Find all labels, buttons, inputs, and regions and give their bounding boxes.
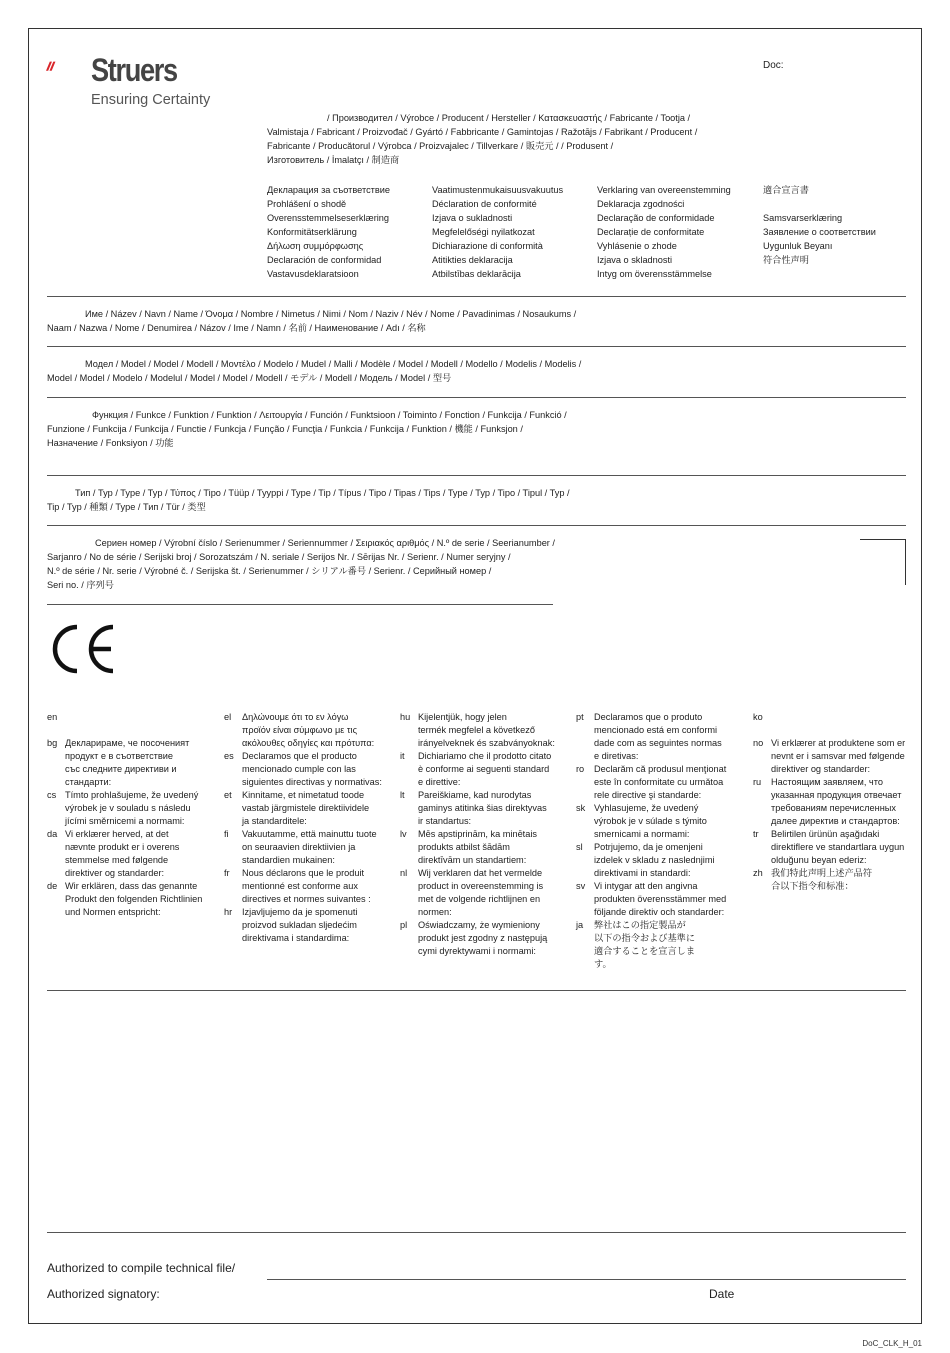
declaration-title (763, 267, 876, 281)
language-text: Belirtilen ürünün aşağıdaki direktiflere ve standartlara uygun olduğunu beyan ederiz: (771, 829, 905, 865)
language-item (224, 906, 394, 945)
divider (47, 296, 906, 297)
serial-label-line: N.º de série / Nr. serie / Výrobné č. / Serijska št. / Serienummer / シリアル番号 / Serienr. / Серийный номер / (47, 566, 492, 576)
declaration-title: Intyg om överensstämmelse (597, 269, 712, 279)
declaration-column (267, 183, 390, 281)
language-text: Potrjujemo, da je omenjeni izdelek v skladu z naslednjimi direktivami in standardi: (594, 842, 715, 878)
language-code: hu (400, 712, 411, 722)
language-text: Vi intygar att den angivna produkten överensstämmer med följande direktiv och standarder: (594, 881, 727, 917)
language-code: tr (753, 829, 759, 839)
language-item (47, 789, 217, 828)
divider (47, 604, 553, 605)
serial-label-line: Sarjanro / No de série / Serijski broj / Sorozatszám / N. seriale / Serijos Nr. / Sērijas Nr. / Serienr. / Numer seryjny / (47, 552, 511, 562)
name-label-line: Име / Název / Navn / Name / Όνομα / Nombre / Nimetus / Nimi / Nom / Naziv / Név / Nome / Pavadinimas / Nosaukums / (85, 309, 577, 319)
language-text: Vi erklærer herved, at det nævnte produkt er i overens stemmelse med følgende direktiver og standarder: (65, 829, 180, 878)
language-item (224, 828, 394, 867)
declaration-title: Declaración de conformidad (267, 255, 382, 265)
language-code: fi (224, 829, 229, 839)
language-code: hr (224, 907, 233, 917)
manufacturer-line: Изготовитель / İmalatçı / 制造商 (267, 155, 400, 165)
language-code: bg (47, 738, 58, 748)
language-text: Tímto prohlašujeme, že uvedený výrobek je v souladu s následu jícími směrnicemi a normami: (65, 790, 199, 826)
language-item (753, 828, 913, 867)
declaration-title: Déclaration de conformité (432, 199, 537, 209)
language-code: fr (224, 868, 230, 878)
authorized-compile-label: Authorized to compile technical file/ (47, 1261, 236, 1275)
manufacturer-line: Valmistaja / Fabricant / Proizvođač / Gyártó / Fabbricante / Gamintojas / Ražotājs / Fabrikant / Producent / (267, 127, 698, 137)
language-code: cs (47, 790, 57, 800)
language-code: pt (576, 712, 584, 722)
language-text: Mēs apstiprinām, ka minētais produkts atbilst šādām direktīvām un standartiem: (418, 829, 537, 865)
manufacturer-line: / Производител / Výrobce / Producent / Hersteller / Κατασκευαστής / Fabricante / Tootja / (327, 113, 691, 123)
language-text: Декларираме, че посоченият продукт е в съответствие със следните директиви и стандарти: (65, 738, 190, 787)
document-code: DoC_CLK_H_01 (862, 1339, 922, 1348)
language-item (47, 880, 217, 919)
declaration-title: Vastavusdeklaratsioon (267, 269, 359, 279)
language-item (576, 763, 748, 802)
language-item (753, 867, 913, 893)
language-column (47, 711, 217, 919)
declaration-column (432, 183, 563, 281)
declaration-title: Verklaring van overeenstemming (597, 185, 731, 195)
declaration-column (763, 183, 876, 281)
manufacturer-line: Fabricante / Producătorul / Výrobca / Proizvajalec / Tillverkare / 販売元 / / Produsent / (267, 141, 614, 151)
language-text: Wij verklaren dat het vermelde product in overeenstemming is met de volgende richtlijnen en normen: (418, 868, 544, 917)
function-field (47, 408, 567, 450)
language-text: Vi erklærer at produktene som er nevnt er i samsvar med følgende direktiver og standarder: (771, 738, 906, 774)
language-code: en (47, 712, 58, 722)
language-item (753, 776, 913, 828)
language-item (224, 789, 394, 828)
declaration-title: Konformitätserklärung (267, 227, 357, 237)
language-code: no (753, 738, 764, 748)
language-column (576, 711, 748, 971)
date-label: Date (709, 1287, 735, 1301)
type-field (47, 486, 570, 514)
brand-tagline: Ensuring Certainty (91, 92, 211, 108)
declaration-title: Declarație de conformitate (597, 227, 705, 237)
declaration-title: Заявление о соответствии (763, 227, 876, 237)
language-text: Δηλώνουμε ότι το εν λόγω προϊόν είναι σύμφωνο με τις ακόλουθες οδηγίες και πρότυπα: (242, 712, 375, 748)
language-code: lv (400, 829, 407, 839)
language-code: el (224, 712, 232, 722)
language-item (400, 828, 572, 867)
language-item (47, 828, 217, 880)
language-code: ro (576, 764, 585, 774)
divider (47, 1232, 906, 1233)
language-code: ja (576, 920, 584, 930)
language-code: lt (400, 790, 405, 800)
declaration-title: Declaração de conformidade (597, 213, 715, 223)
language-code: zh (753, 868, 763, 878)
language-text: Declaramos que el producto mencionado cumple con las siguientes directivas y normativas: (242, 751, 382, 787)
divider (47, 397, 906, 398)
language-text: Pareiškiame, kad nurodytas gaminys atitinka šias direktyvas ir standartus: (418, 790, 547, 826)
language-text: Izjavljujemo da je spomenuti proizvod sukladan sljedećim direktivama i standardima: (242, 907, 358, 943)
language-item (576, 841, 748, 880)
declaration-title (763, 197, 876, 211)
signature-line (267, 1279, 906, 1280)
language-column (224, 711, 394, 945)
language-item (576, 919, 748, 971)
language-item (576, 880, 748, 919)
language-text: Nous déclarons que le produit mentionné est conforme aux directives et normes suivantes : (242, 868, 371, 904)
language-code: sk (576, 803, 586, 813)
declaration-title: Izjava o sukladnosti (432, 213, 513, 223)
brand-name: Struers (91, 52, 177, 88)
declaration-title: Megfelelőségi nyilatkozat (432, 227, 535, 237)
function-label-line: Функция / Funkce / Funktion / Funktion / Λειτουργία / Función / Funktsioon / Toiminto / Fonction / Funkcija / Funkció / (92, 410, 567, 420)
language-item (224, 750, 394, 789)
language-code: et (224, 790, 232, 800)
declaration-title: Izjava o skladnosti (597, 255, 673, 265)
divider (47, 475, 906, 476)
language-text: Oświadczamy, że wymieniony produkt jest zgodny z następują cymi dyrektywami i normami: (418, 920, 548, 956)
language-text: 我们特此声明上述产品符 合以下指令和标准： (771, 868, 873, 891)
language-code: sl (576, 842, 583, 852)
declaration-column (597, 183, 731, 281)
language-item (400, 750, 572, 789)
language-item (400, 711, 572, 750)
struers-slash-logo-icon (46, 50, 92, 90)
language-code: da (47, 829, 58, 839)
language-code: sv (576, 881, 586, 891)
language-item (47, 711, 217, 737)
function-label-line: Funzione / Funkcija / Funkcija / Functie / Funkcja / Função / Funcţia / Funkcia / Funkcija / Funktion / 機能 / Funksjon / (47, 424, 523, 434)
serial-label-line: Seri no. / 序列号 (47, 580, 114, 590)
corner-mark (860, 539, 906, 585)
declaration-title: Vaatimustenmukaisuusvakuutus (432, 185, 564, 195)
ce-mark-icon (47, 623, 117, 675)
language-item (224, 711, 394, 750)
language-code: it (400, 751, 405, 761)
language-item (753, 737, 913, 776)
divider (47, 525, 906, 526)
declaration-title: 符合性声明 (763, 255, 809, 265)
language-item (576, 802, 748, 841)
declaration-title: Samsvarserklæring (763, 213, 843, 223)
language-item (400, 919, 572, 958)
name-field (47, 307, 576, 335)
doc-label: Doc: (763, 60, 784, 71)
language-text: Dichiariamo che il prodotto citato è conforme ai seguenti standard e direttive: (418, 751, 552, 787)
model-field (47, 357, 581, 385)
declaration-title: Uygunluk Beyanı (763, 241, 833, 251)
language-code: ko (753, 712, 763, 722)
declaration-title: Prohlášení o shodě (267, 199, 347, 209)
serial-field (47, 536, 555, 592)
authorized-signatory-label: Authorized signatory: (47, 1287, 160, 1301)
model-label-line: Модел / Model / Model / Modell / Μοντέλο / Modelo / Mudel / Malli / Modèle / Model / Modell / Modello / Modelis / Modelis / (85, 359, 582, 369)
language-text: Vyhlasujeme, že uvedený výrobok je v súlade s týmito smernicami a normami: (594, 803, 707, 839)
language-text: Declaramos que o produto mencionado está em conformi dade com as seguintes normas e diretivas: (594, 712, 722, 761)
language-item (47, 737, 217, 789)
language-code: nl (400, 868, 408, 878)
declaration-title: 適合宣言書 (763, 185, 809, 195)
language-text: Declarăm că produsul menţionat este în conformitate cu urmǎtoa rele directive şi standarde: (594, 764, 727, 800)
language-text: 弊社はこの指定製品が 以下の指令および基準に 適合することを宣言しま す。 (594, 920, 696, 969)
language-code: ru (753, 777, 762, 787)
manufacturer-block (267, 111, 697, 167)
name-label-line: Naam / Nazwa / Nome / Denumirea / Názov / Ime / Namn / 名前 / Наименование / Adı / 名称 (47, 323, 426, 333)
declaration-title: Atbilstības deklarācija (432, 269, 521, 279)
language-code: pl (400, 920, 408, 930)
divider (47, 346, 906, 347)
language-text: Vakuutamme, että mainuttu tuote on seuraavien direktiivien ja standardien mukainen: (242, 829, 377, 865)
declaration-title: Δήλωση συμμόρφωσης (267, 241, 364, 251)
type-label-line: Тип / Typ / Type / Typ / Τύπος / Tipo / Tüüp / Tyyppi / Type / Tip / Típus / Tipo / Tipas / Tips / Type / Typ / Tipo / Tipul / Typ / (75, 488, 570, 498)
declaration-title: Atitikties deklaracija (432, 255, 513, 265)
language-code: de (47, 881, 58, 891)
divider (47, 990, 906, 991)
language-item (753, 711, 913, 737)
declaration-title: Deklaracja zgodności (597, 199, 685, 209)
model-label-line: Model / Model / Modelo / Modelul / Model / Model / Modell / モデル / Modell / Модель / Model / 型号 (47, 373, 452, 383)
declaration-title: Overensstemmelseserklæring (267, 213, 390, 223)
language-item (400, 867, 572, 919)
language-column (753, 711, 913, 893)
language-text: Kinnitame, et nimetatud toode vastab järgmistele direktiividele ja standarditele: (242, 790, 370, 826)
language-text: Wir erklären, dass das genannte Produkt den folgenden Richtlinien und Normen entspricht: (65, 881, 203, 917)
function-label-line: Назначение / Fonksiyon / 功能 (47, 438, 174, 448)
language-text: Kijelentjük, hogy jelen termék megfelel a következő irányelveknek és szabványoknak: (418, 712, 555, 748)
language-item (400, 789, 572, 828)
declaration-title: Vyhlásenie o zhode (597, 241, 677, 251)
declaration-title: Dichiarazione di conformità (432, 241, 543, 251)
language-column (400, 711, 572, 958)
serial-label-line: Сериен номер / Výrobní číslo / Serienummer / Seriennummer / Σειριακός αριθμός / N.º de serie / Seerianumber / (95, 538, 555, 548)
declaration-title: Декларация за съответствие (267, 185, 391, 195)
language-text: Настоящим заявляем, что указанная продукция отвечает требованиям перечисленных далее директив и стандартов: (771, 777, 902, 826)
language-item (576, 711, 748, 763)
language-code: es (224, 751, 234, 761)
type-label-line: Tip / Typ / 種類 / Type / Тип / Tür / 类型 (47, 502, 206, 512)
language-item (224, 867, 394, 906)
